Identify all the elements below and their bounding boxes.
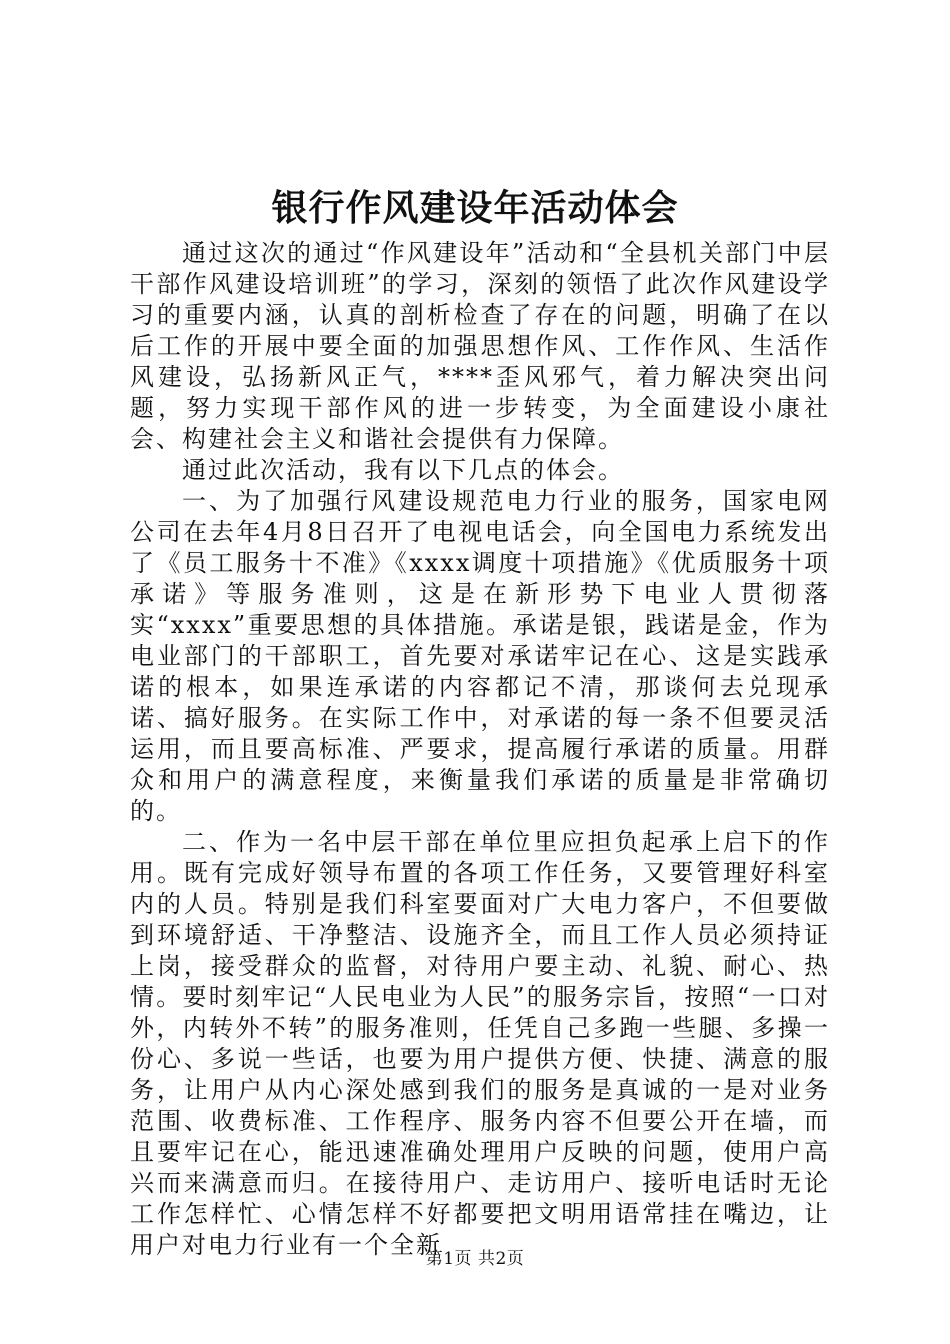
paragraph-point-two: 二、作为一名中层干部在单位里应担负起承上启下的作用。既有完成好领导布置的各项工作任务，又要管理好科室内的人员。特别是我们科室要面对广大电力客户，不但要做到环境舒适、干净整洁、设施齐全，而且工作人员必须持证上岗，接受群众的监督，对待用户要主动、礼貌、耐心、热情。要时刻牢记“人民电业为人民”的服务宗旨，按照“一口对外，内转外不转”的服务准则，任凭自己多跑一些腿、多操一份心、多说一些话，也要为用户提供方便、快捷、满意的服务，让用户从内心深处感到我们的服务是真诚的一是对业务范围、收费标准、工作程序、服务内容不但要公开在墙，而且要牢记在心，能迅速准确处理用户反映的问题，使用户高兴而来满意而归。在接待用户、走访用户、接听电话时无论工作怎样忙、心情怎样不好都要把文明用语常挂在嘴边，让用户对电力行业有一个全新 xyxy=(130,828,830,1259)
document-title: 银行作风建设年活动体会 xyxy=(271,187,679,229)
document-body xyxy=(130,238,830,1261)
paragraph-summary: 通过此次活动，我有以下几点的体会。 xyxy=(182,456,624,484)
paragraph-point-one: 一、为了加强行风建设规范电力行业的服务，国家电网公司在去年4月8日召开了电视电话会，向全国电力系统发出了《员工服务十不准》《xxxx调度十项措施》《优质服务十项承诺》等服务准则，这是在新形势下电业人贯彻落实“xxxx”重要思想的具体措施。承诺是银，践诺是金，作为电业部门的干部职工，首先要对承诺牢记在心、这是实践承诺的根本，如果连承诺的内容都记不清，那谈何去兑现承诺、搞好服务。在实际工作中，对承诺的每一条不但要灵活运用，而且要高标准、严要求，提高履行承诺的质量。用群众和用户的满意程度，来衡量我们承诺的质量是非常确切的。 xyxy=(130,487,830,825)
paragraph-intro: 通过这次的通过“作风建设年”活动和“全县机关部门中层干部作风建设培训班”的学习，深刻的领悟了此次作风建设学习的重要内涵，认真的剖析检查了存在的问题，明确了在以后工作的开展中要全面的加强思想作风、工作作风、生活作风建设，弘扬新风正气，****歪风邪气，着力解决突出问题，努力实现干部作风的进一步转变，为全面建设小康社会、构建社会主义和谐社会提供有力保障。 xyxy=(130,239,830,453)
page-number-footer: 第1页 共2页 xyxy=(425,1249,525,1269)
